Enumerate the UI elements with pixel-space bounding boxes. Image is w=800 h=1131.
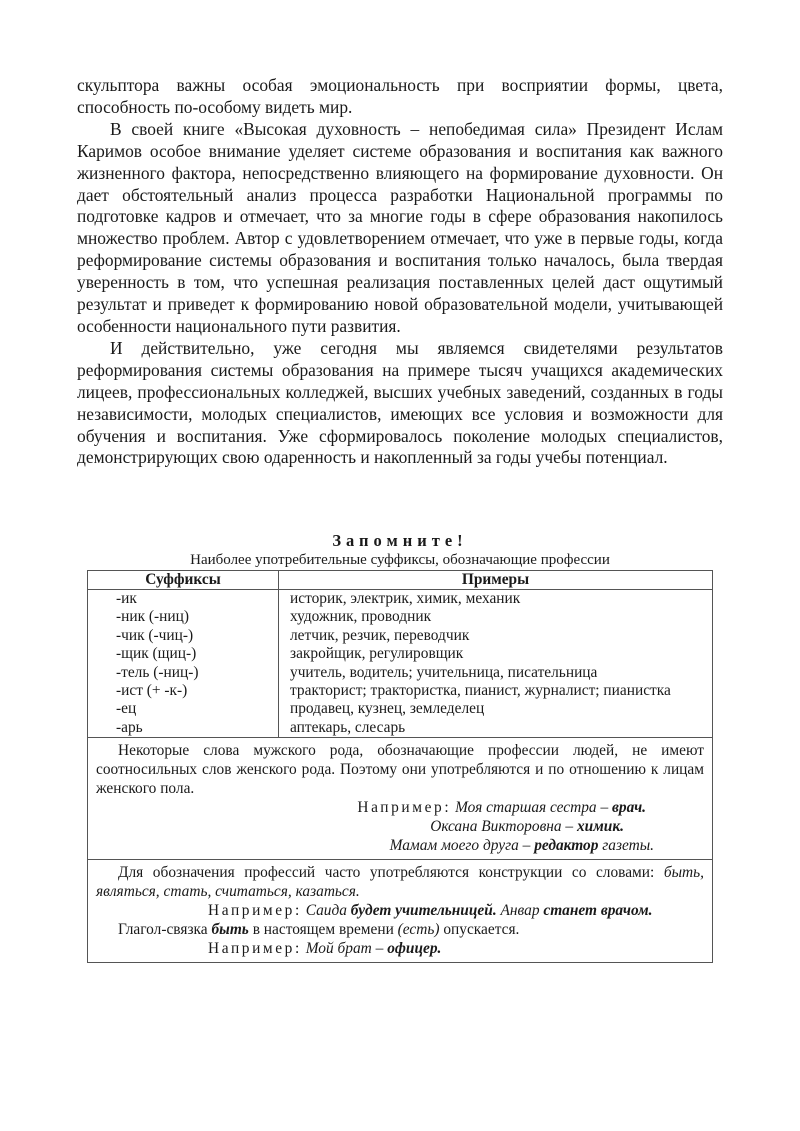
suffix-list <box>88 590 278 737</box>
note1-example-1: Например: Моя старшая сестра – врач. <box>357 799 646 817</box>
header-examples: Примеры <box>279 571 713 590</box>
note2-example-1: Например: Саида будет учительницей. Анвар станет врачом. <box>208 902 653 920</box>
example-item: художник, проводник <box>290 608 432 626</box>
suffix-item: -щик (щиц-) <box>116 645 197 663</box>
note-masculine <box>87 738 713 860</box>
suffix-item: -арь <box>116 718 143 736</box>
note1-example-3: Мамам моего друга – редактор газеты. <box>389 837 654 855</box>
table-header-row <box>88 571 713 590</box>
box-title: Запомните! <box>332 531 468 550</box>
paragraph-3: И действительно, уже сегодня мы являемся свидетелями результатов реформирования системы образования на примере тысяч учащихся академических лицеев, профессиональных колледжей, высших учебных заведений, созданных в годы независимости, молодых специалистов, имеющих все условия и возможности для обучения и воспитания. Уже сформировалось поколение молодых специалистов, демонстрирующих свою одаренность и накопленный за годы учебы потенциал. <box>77 337 723 468</box>
suffix-table <box>87 570 713 738</box>
suffix-item: -ец <box>116 700 137 718</box>
example-item: продавец, кузнец, земледелец <box>290 700 485 718</box>
header-suffixes: Суффиксы <box>88 571 279 590</box>
note1-example-2: Оксана Викторовна – химик. <box>430 818 624 836</box>
note2-example-2: Например: Мой брат – офицер. <box>208 940 442 958</box>
example-item: закройщик, регулировщик <box>290 645 464 663</box>
example-list <box>279 590 712 737</box>
paragraph-2: В своей книге «Высокая духовность – непобедимая сила» Президент Ислам Каримов особое внимание уделяет системе образования и воспитания как важного жизненного фактора, непосредственно влияющего на формирование духовности. Он дает обстоятельный анализ процесса разработки Национальной программы по подготовке кадров и отмечает, что за многие годы в сфере образования накопилось множество проблем. Автор с удовлетворением отмечает, что уже в первые годы, когда реформирование системы образования и воспитания только началось, была твердая уверенность в том, что успешная реализация поставленных целей даст ощутимый результат и приведет к формированию новой образовательной модели, учитывающей особенности национального пути развития. <box>77 118 723 336</box>
suffix-item: -ник (-ниц) <box>116 608 190 626</box>
suffix-item: -ик <box>116 590 137 607</box>
example-item: летчик, резчик, переводчик <box>290 626 470 644</box>
box-subtitle: Наиболее употребительные суффиксы, обозначающие профессии <box>190 552 610 568</box>
paragraph-1: скульптора важны особая эмоциональность при восприятии формы, цвета, способность по-особому видеть мир. <box>77 75 723 117</box>
suffix-item: -тель (-ниц-) <box>116 663 199 681</box>
example-item: историк, электрик, химик, механик <box>290 590 521 607</box>
note1-text: Некоторые слова мужского рода, обозначающие профессии людей, не имеют соотносильных слов женского рода. Поэтому они употребляются и по отношению к лицам женского пола. <box>96 742 704 798</box>
example-item: аптекарь, слесарь <box>290 718 406 736</box>
suffix-item: -ист (+ -к-) <box>116 682 188 700</box>
note2-text: Для обозначения профессий часто употребляются конструкции со словами: быть, являться, стать, считаться, казаться. <box>96 864 704 901</box>
example-item: тракторист; трактористка, пианист, журналист; пианистка <box>290 682 671 700</box>
body-text <box>77 75 723 469</box>
example-item: учитель, водитель; учительница, писательница <box>290 663 598 681</box>
remember-box <box>87 531 713 963</box>
note2-copula: Глагол-связка быть в настоящем времени (есть) опускается. <box>118 921 520 939</box>
note-constructions <box>87 860 713 963</box>
suffix-item: -чик (-чиц-) <box>116 626 194 644</box>
table-body-row <box>88 590 713 738</box>
